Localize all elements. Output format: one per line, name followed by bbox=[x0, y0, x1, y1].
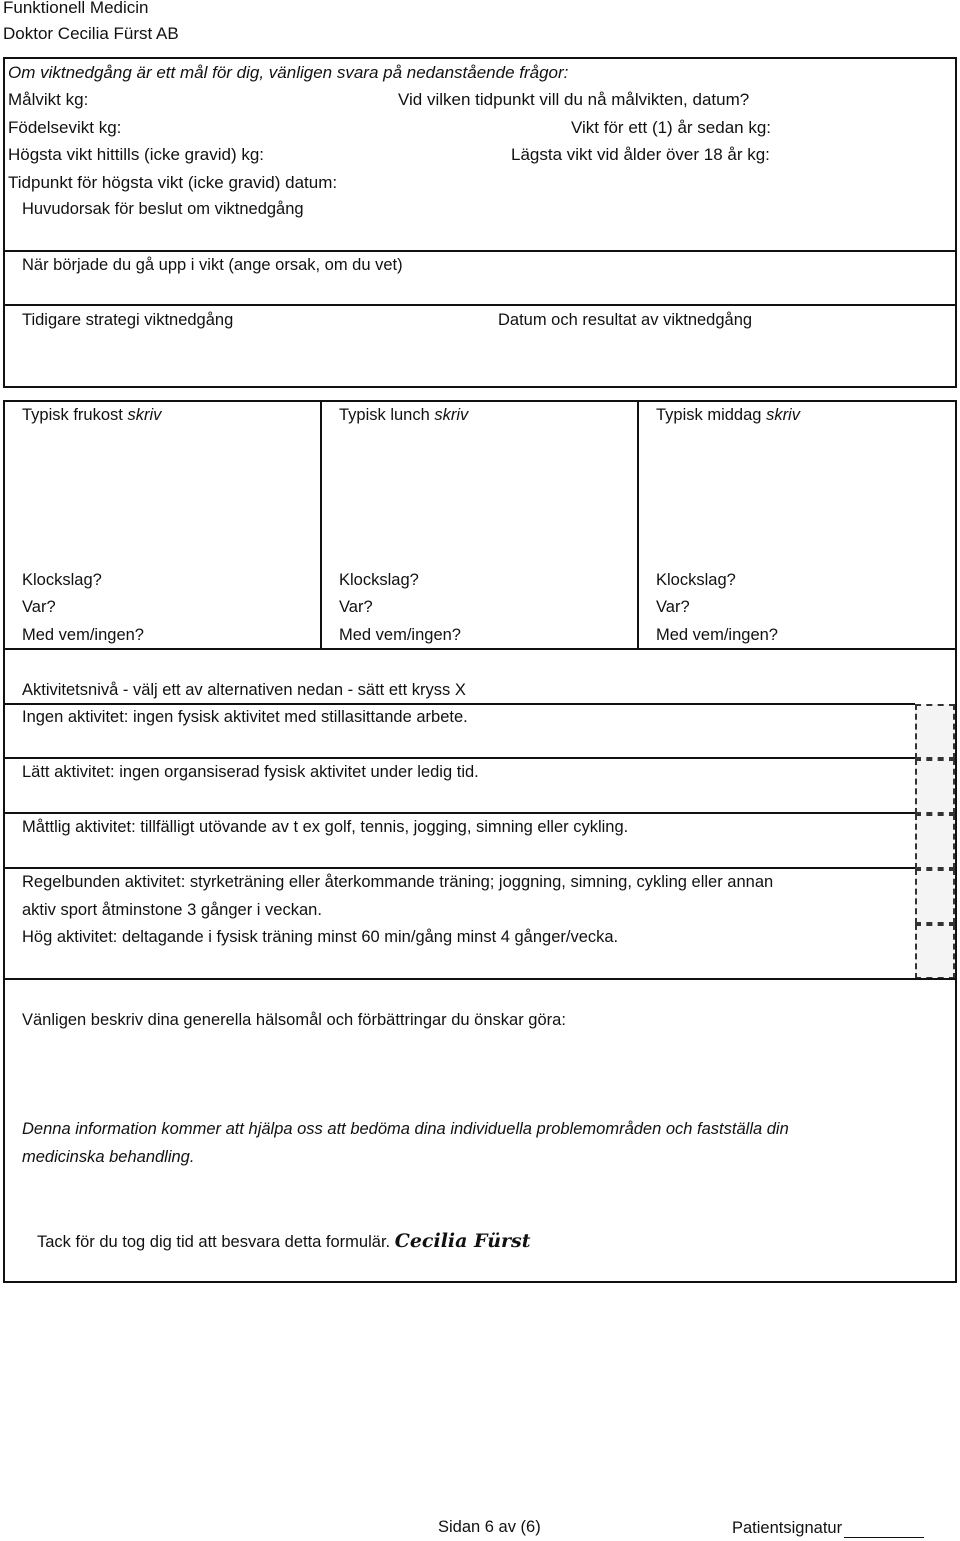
activity-heading: Aktivitetsnivå - välj ett av alternativen nedan - sätt ett kryss X bbox=[22, 681, 466, 699]
meal-place-field[interactable]: Var? bbox=[656, 598, 690, 616]
meal-time-field[interactable]: Klockslag? bbox=[339, 571, 419, 589]
clinic-name: Funktionell Medicin bbox=[3, 0, 149, 17]
activity-option-moderate: Måttlig aktivitet: tillfälligt utövande av t ex golf, tennis, jogging, simning eller cykling. bbox=[22, 818, 629, 836]
activity-option-regular: Regelbunden aktivitet: styrketräning eller återkommande träning; joggning, simning, cykling eller annan bbox=[22, 873, 774, 891]
meal-title: Typisk frukost bbox=[22, 406, 123, 424]
min-weight-field[interactable]: Lägsta vikt vid ålder över 18 år kg: bbox=[511, 145, 770, 164]
meal-title: Typisk lunch bbox=[339, 406, 430, 424]
patient-signature bbox=[732, 1519, 924, 1538]
activity-option-high: Hög aktivitet: deltagande i fysisk träning minst 60 min/gång minst 4 gånger/vecka. bbox=[22, 928, 619, 946]
column-divider bbox=[637, 400, 639, 650]
meal-time-field[interactable]: Klockslag? bbox=[656, 571, 736, 589]
doctor-name: Doktor Cecilia Fürst AB bbox=[3, 24, 179, 43]
meal-title: Typisk middag bbox=[656, 406, 762, 424]
checkbox-light-activity[interactable] bbox=[915, 759, 955, 814]
activity-option-none: Ingen aktivitet: ingen fysisk aktivitet med stillasittande arbete. bbox=[22, 708, 468, 726]
checkbox-moderate-activity[interactable] bbox=[915, 814, 955, 869]
activity-option-regular-cont: aktiv sport åtminstone 3 gånger i veckan. bbox=[22, 901, 322, 919]
divider bbox=[3, 867, 915, 869]
meals-table bbox=[3, 400, 957, 650]
birth-weight-field[interactable]: Födelsevikt kg: bbox=[8, 118, 122, 137]
weight-gain-start-label: När började du gå upp i vikt (ange orsak, om du vet) bbox=[22, 256, 403, 274]
health-goals-prompt: Vänligen beskriv dina generella hälsomål och förbättringar du önskar göra: bbox=[22, 1011, 566, 1029]
checkbox-regular-activity[interactable] bbox=[915, 869, 955, 924]
previous-strategy-label: Tidigare strategi viktnedgång bbox=[22, 311, 234, 329]
meal-company-field[interactable]: Med vem/ingen? bbox=[339, 626, 461, 644]
divider bbox=[3, 812, 915, 814]
column-divider bbox=[320, 400, 322, 650]
signature-line[interactable] bbox=[844, 1537, 924, 1538]
divider bbox=[3, 304, 957, 306]
meal-hint: skriv bbox=[127, 406, 162, 424]
main-reason-label: Huvudorsak för beslut om viktnedgång bbox=[22, 200, 304, 218]
weight-year-ago-field[interactable]: Vikt för ett (1) år sedan kg: bbox=[571, 118, 771, 137]
meal-company-field[interactable]: Med vem/ingen? bbox=[656, 626, 778, 644]
max-weight-field[interactable]: Högsta vikt hittills (icke gravid) kg: bbox=[8, 145, 265, 164]
info-text: medicinska behandling. bbox=[22, 1148, 195, 1166]
meal-company-field[interactable]: Med vem/ingen? bbox=[22, 626, 144, 644]
page-number: Sidan 6 av (6) bbox=[438, 1518, 541, 1536]
doctor-signature: Cecilia Fürst bbox=[394, 1230, 531, 1252]
patient-signature-label: Patientsignatur bbox=[732, 1519, 843, 1537]
info-text: Denna information kommer att hjälpa oss att bedöma dina individuella problemområden och fastställa din bbox=[22, 1120, 789, 1138]
max-weight-date-field[interactable]: Tidpunkt för högsta vikt (icke gravid) datum: bbox=[8, 173, 338, 192]
meal-place-field[interactable]: Var? bbox=[339, 598, 373, 616]
meal-hint: skriv bbox=[766, 406, 800, 424]
target-date-field[interactable]: Vid vilken tidpunkt vill du nå målvikten, datum? bbox=[398, 90, 750, 109]
divider bbox=[3, 757, 915, 759]
divider bbox=[3, 703, 915, 705]
activity-option-light: Lätt aktivitet: ingen organsiserad fysisk aktivitet under ledig tid. bbox=[22, 763, 479, 781]
checkbox-high-activity[interactable] bbox=[915, 924, 955, 979]
thanks-text: Tack för du tog dig tid att besvara detta formulär. bbox=[37, 1233, 391, 1251]
date-result-label: Datum och resultat av viktnedgång bbox=[498, 311, 753, 329]
meal-time-field[interactable]: Klockslag? bbox=[22, 571, 102, 589]
target-weight-field[interactable]: Målvikt kg: bbox=[8, 90, 89, 109]
divider bbox=[3, 250, 957, 252]
checkbox-no-activity[interactable] bbox=[915, 704, 955, 759]
weight-intro: Om viktnedgång är ett mål för dig, vänligen svara på nedanstående frågor: bbox=[8, 63, 569, 82]
meal-place-field[interactable]: Var? bbox=[22, 598, 56, 616]
border bbox=[955, 648, 957, 980]
border bbox=[3, 648, 5, 980]
meal-hint: skriv bbox=[434, 406, 469, 424]
thanks-line bbox=[37, 1230, 531, 1252]
